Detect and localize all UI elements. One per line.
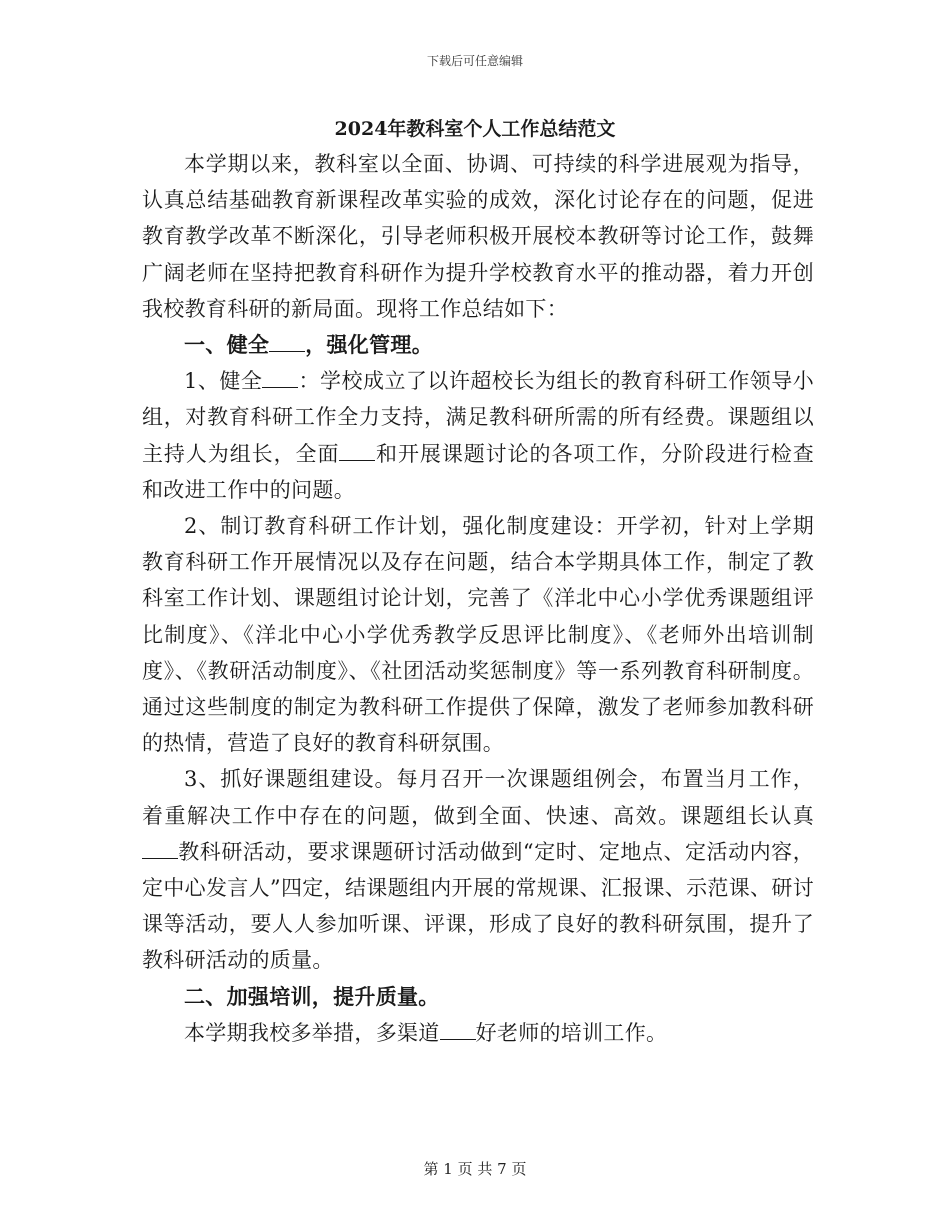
item-3-part-a: 3、抓好课题组建设。每月召开一次课题组例会，布置当月工作，着重解决工作中存在的问题，做到全面、快速、高效。课题组长认真 xyxy=(142,767,814,828)
fill-blank xyxy=(142,837,178,859)
document-body xyxy=(142,146,814,1051)
item-1-part-c: 和开展课题讨论的各项工作，分阶段进行检查和改进工作中的问题。 xyxy=(142,441,815,502)
header-note: 下载后可任意编辑 xyxy=(426,54,523,68)
section-1-item-2: 2、制订教育科研工作计划，强化制度建设：开学初，针对上学期教育科研工作开展情况以及存在问题，结合本学期具体工作，制定了教科室工作计划、课题组讨论计划，完善了《洋北中心小学优秀课题组评比制度》、《洋北中心小学优秀教学反思评比制度》、《老师外出培训制度》、《教研活动制度》、《社团活动奖惩制度》等一系列教育科研制度。通过这些制度的制定为教科研工作提供了保障，激发了老师参加教科研的热情，营造了良好的教育科研氛围。 xyxy=(142,514,814,756)
section-2-part-a: 本学期我校多举措，多渠道 xyxy=(184,1020,440,1045)
section-2-part-b: 好老师的培训工作。 xyxy=(475,1020,668,1045)
intro-paragraph: 本学期以来，教科室以全面、协调、可持续的科学进展观为指导，认真总结基础教育新课程改革实验的成效，深化讨论存在的问题，促进教育教学改革不断深化，引导老师积极开展校本教研等讨论工作，鼓舞广阔老师在坚持把教育科研作为提升学校教育水平的推动器，着力开创我校教育科研的新局面。现将工作总结如下： xyxy=(142,152,814,321)
item-1-part-a: 1、健全 xyxy=(184,369,263,394)
section-2-paragraph xyxy=(142,1015,814,1051)
fill-blank xyxy=(269,330,305,352)
section-1-item-1 xyxy=(142,363,814,508)
section-1-item-3 xyxy=(142,761,814,978)
document-title: 2024年教科室个人工作总结范文 xyxy=(334,118,616,140)
fill-blank xyxy=(339,439,375,461)
fill-blank xyxy=(440,1018,476,1040)
item-1-part-b: ：学校成立了以许超校长为组长的教育科研工作领导小组，对教育科研工作全力支持，满足教科研所需的所有经费。课题组以主持人为组长，全面 xyxy=(142,369,814,466)
section-1-heading xyxy=(142,327,814,363)
section-2-heading: 二、加强培训，提升质量。 xyxy=(184,983,440,1009)
item-3-part-b: 教科研活动，要求课题研讨活动做到“定时、定地点、定活动内容，定中心发言人”四定，结课题组内开展的常规课、汇报课、示范课、研讨课等活动，要人人参加听课、评课，形成了良好的教科研氛围，提升了教科研活动的质量。 xyxy=(142,839,814,973)
section-1-heading-part-a: 一、健全 xyxy=(184,332,270,358)
page-footer: 第 1 页 共 7 页 xyxy=(423,1160,527,1178)
fill-blank xyxy=(262,366,298,388)
section-1-heading-part-b: ，强化管理。 xyxy=(305,332,434,358)
